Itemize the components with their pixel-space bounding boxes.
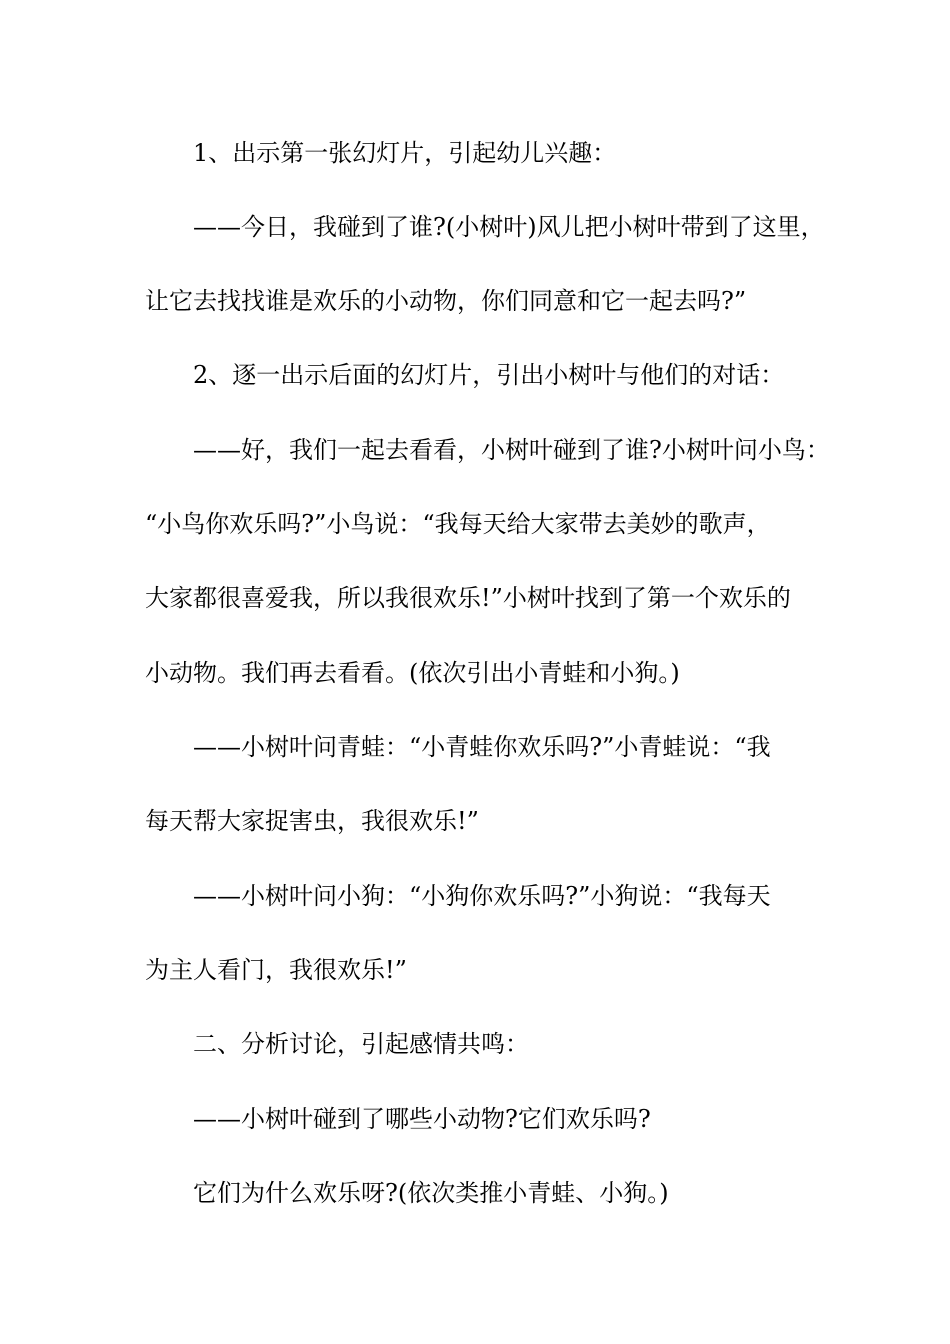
paragraph-line: “小鸟你欢乐吗?”小鸟说：“我每天给大家带去美妙的歌声， <box>145 510 771 538</box>
paragraph-line: ——小树叶问小狗：“小狗你欢乐吗?”小狗说：“我每天 <box>193 882 771 910</box>
section-2-heading: 二、分析讨论，引起感情共鸣： <box>193 1030 529 1058</box>
paragraph-line: 每天帮大家捉害虫，我很欢乐!” <box>145 807 479 835</box>
step-2-heading: 2、逐一出示后面的幻灯片，引出小树叶与他们的对话： <box>193 361 785 389</box>
paragraph-line: 大家都很喜爱我，所以我很欢乐!”小树叶找到了第一个欢乐的 <box>145 584 791 612</box>
paragraph-line: ——小树叶碰到了哪些小动物?它们欢乐吗? <box>193 1105 651 1133</box>
paragraph-line: 为主人看门，我很欢乐!” <box>145 956 407 984</box>
paragraph-line: ——今日，我碰到了谁?(小树叶)风儿把小树叶带到了这里， <box>193 213 825 241</box>
paragraph-line: ——好，我们一起去看看，小树叶碰到了谁?小树叶问小鸟： <box>193 436 830 464</box>
paragraph-line: 小动物。我们再去看看。(依次引出小青蛙和小狗。) <box>145 659 680 687</box>
paragraph-line: 让它去找找谁是欢乐的小动物，你们同意和它一起去吗?” <box>145 287 747 315</box>
paragraph-line: ——小树叶问青蛙：“小青蛙你欢乐吗?”小青蛙说：“我 <box>193 733 771 761</box>
paragraph-line: 它们为什么欢乐呀?(依次类推小青蛙、小狗。) <box>193 1179 669 1207</box>
step-1-heading: 1、出示第一张幻灯片，引起幼儿兴趣： <box>193 139 617 167</box>
